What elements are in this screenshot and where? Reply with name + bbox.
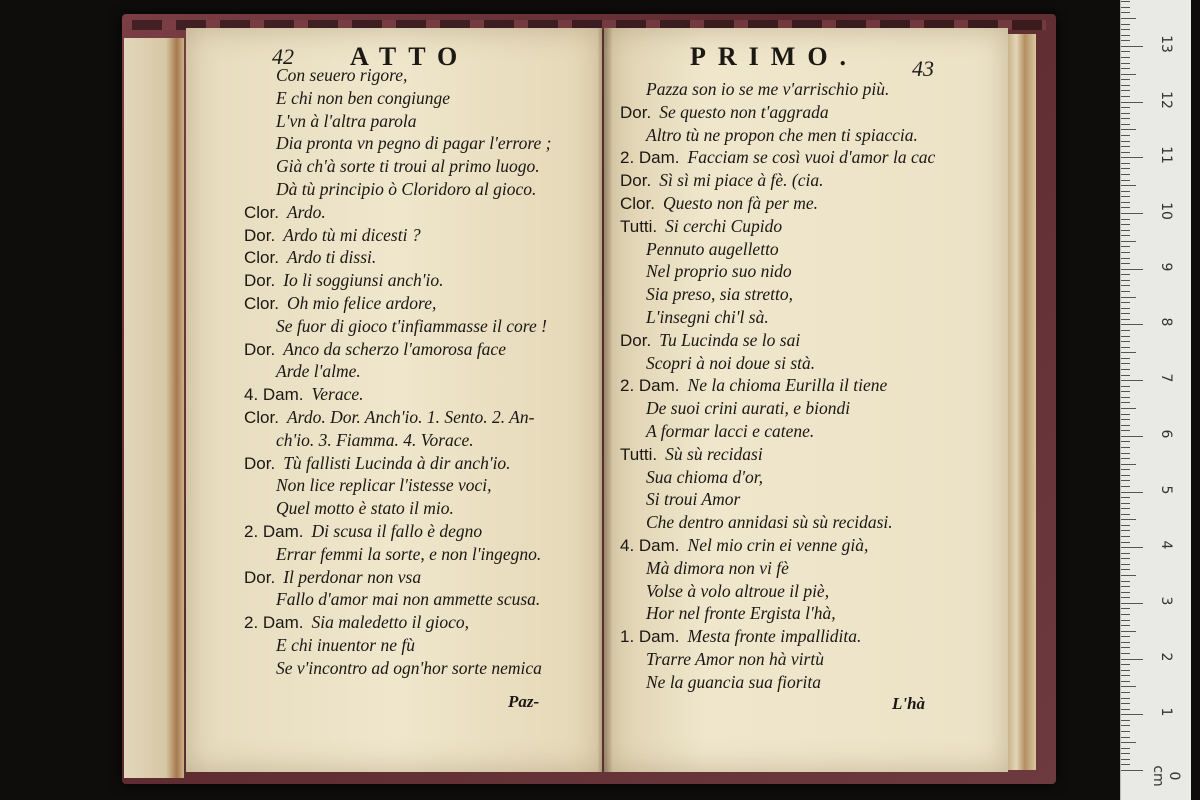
- verse-text: Sì sì mi piace à fè. (cia.: [659, 170, 824, 191]
- ruler-tick: [1121, 68, 1130, 69]
- ruler-tick: [1121, 625, 1130, 626]
- speaker-label: Clor.: [620, 194, 655, 213]
- ruler-tick: [1121, 453, 1130, 454]
- ruler-tick: [1121, 475, 1130, 476]
- text-line: [620, 374, 887, 397]
- ruler-tick: [1121, 135, 1130, 136]
- ruler-tick: [1121, 447, 1130, 448]
- verse-text: Nel mio crin ei venne già,: [687, 535, 869, 555]
- ruler-tick: [1121, 191, 1130, 192]
- ruler-tick: [1121, 235, 1130, 236]
- verse-text: Ardo.: [286, 201, 326, 222]
- ruler-tick: [1121, 642, 1130, 643]
- ruler-tick: [1121, 659, 1143, 660]
- right-page-number: 43: [912, 56, 934, 81]
- ruler-tick: [1121, 469, 1130, 470]
- ruler-tick: [1121, 219, 1130, 220]
- ruler-tick: [1121, 620, 1130, 621]
- text-line: [620, 192, 818, 215]
- verse-text: L'insegni chi'l sà.: [646, 307, 769, 327]
- speaker-label: Dor.: [620, 102, 652, 122]
- verse-text: Ardo tù mi dicesti ?: [283, 224, 421, 245]
- ruler-tick: [1121, 246, 1130, 247]
- ruler-tick: [1121, 497, 1130, 498]
- ruler-tick: [1121, 308, 1130, 309]
- verse-text: Nel proprio suo nido: [646, 261, 792, 282]
- ruler-tick: [1121, 569, 1130, 570]
- speaker-label: 2. Dam.: [620, 376, 680, 396]
- ruler-tick: [1121, 252, 1130, 253]
- ruler-tick: [1121, 102, 1143, 103]
- ruler-number: 9: [1158, 262, 1174, 272]
- text-line: [646, 466, 763, 488]
- ruler-tick: [1121, 592, 1130, 593]
- ruler-tick: [1121, 152, 1130, 153]
- text-line: [276, 429, 474, 451]
- ruler-tick: [1121, 675, 1130, 676]
- ruler-tick: [1121, 202, 1130, 203]
- verse-text: Sia preso, sia stretto,: [646, 284, 793, 305]
- text-line: [276, 315, 547, 337]
- text-line: [276, 588, 540, 610]
- text-line: [620, 625, 861, 648]
- ruler-tick: [1121, 575, 1136, 576]
- verse-text: ch'io. 3. Fiamma. 4. Vorace.: [276, 429, 474, 450]
- ruler-tick: [1121, 725, 1130, 726]
- text-line: [244, 566, 421, 589]
- ruler-tick: [1121, 514, 1130, 515]
- ruler-tick: [1121, 180, 1130, 181]
- verse-text: Ne la guancia sua fiorita: [646, 671, 821, 692]
- ruler-tick: [1121, 85, 1130, 86]
- verse-text: Ardo ti dissi.: [286, 247, 377, 268]
- ruler-tick: [1121, 369, 1130, 370]
- ruler-tick: [1121, 653, 1130, 654]
- ruler-tick: [1121, 525, 1130, 526]
- text-line: [244, 383, 364, 406]
- speaker-label: 2. Dam.: [244, 522, 304, 541]
- ruler-tick: [1121, 614, 1130, 615]
- text-line: [276, 87, 450, 109]
- ruler-tick: [1121, 586, 1130, 587]
- ruler-tick: [1121, 280, 1130, 281]
- text-line: [620, 215, 782, 238]
- verse-text: Dia pronta vn pegno di pagar l'errore ;: [276, 133, 552, 154]
- ruler-tick: [1121, 213, 1143, 214]
- verse-text: Dà tù principio ò Cloridoro al gioco.: [276, 179, 537, 199]
- ruler-tick: [1121, 18, 1136, 19]
- text-line: [276, 634, 415, 656]
- verse-text: Ne la chioma Eurilla il tiene: [687, 375, 888, 396]
- text-line: [276, 132, 551, 154]
- ruler-tick: [1121, 430, 1130, 431]
- left-page-number: 42: [272, 44, 294, 69]
- speaker-label: 4. Dam.: [620, 536, 680, 555]
- speaker-label: Dor.: [244, 453, 276, 473]
- verse-text: Di scusa il fallo è degno: [311, 521, 483, 541]
- verse-text: Hor nel fronte Ergista l'hà,: [646, 603, 836, 624]
- ruler-tick: [1121, 46, 1143, 47]
- verse-text: Tù fallisti Lucinda à dir anch'io.: [283, 452, 511, 473]
- verse-text: Errar femmi la sorte, e non l'ingegno.: [276, 543, 542, 564]
- ruler-tick: [1121, 714, 1143, 715]
- verse-text: Arde l'alme.: [276, 361, 361, 382]
- text-line: [276, 543, 541, 565]
- ruler-tick: [1121, 425, 1130, 426]
- speaker-label: 1. Dam.: [620, 627, 680, 647]
- right-page-edges: [1008, 34, 1036, 770]
- ruler-tick: [1121, 230, 1130, 231]
- speaker-label: Dor.: [244, 339, 276, 359]
- ruler-number: 2: [1158, 652, 1174, 662]
- ruler-tick: [1121, 414, 1130, 415]
- ruler-tick: [1121, 274, 1130, 275]
- ruler-tick: [1121, 737, 1130, 738]
- verse-text: Anco da scherzo l'amorosa face: [283, 338, 506, 359]
- ruler-tick: [1121, 341, 1130, 342]
- ruler-tick: [1121, 402, 1130, 403]
- verse-text: Già ch'à sorte ti troui al primo luogo.: [276, 156, 540, 177]
- text-line: [646, 420, 814, 442]
- ruler-tick: [1121, 347, 1130, 348]
- ruler-tick: [1121, 519, 1136, 520]
- text-line: [276, 155, 540, 177]
- ruler-tick: [1121, 285, 1130, 286]
- ruler-tick: [1121, 419, 1130, 420]
- speaker-label: Tutti.: [620, 444, 658, 464]
- verse-text: De suoi crini aurati, e biondi: [646, 398, 851, 419]
- ruler-tick: [1121, 263, 1130, 264]
- speaker-label: Dor.: [244, 225, 276, 245]
- text-line: [620, 534, 868, 557]
- ruler-tick: [1121, 764, 1130, 765]
- ruler-tick: [1121, 603, 1143, 604]
- speaker-label: Tutti.: [620, 216, 658, 236]
- text-line: [276, 110, 417, 132]
- ruler-tick: [1121, 408, 1136, 409]
- ruler-tick: [1121, 358, 1130, 359]
- speaker-label: Clor.: [244, 408, 279, 427]
- ruler-tick: [1121, 124, 1130, 125]
- ruler-tick: [1121, 464, 1136, 465]
- ruler-tick: [1121, 391, 1130, 392]
- text-line: [244, 224, 421, 247]
- text-line: [244, 406, 534, 429]
- verse-text: Fallo d'amor mai non ammette scusa.: [276, 589, 541, 610]
- ruler-tick: [1121, 96, 1130, 97]
- ruler-tick: [1121, 631, 1136, 632]
- ruler-tick: [1121, 185, 1136, 186]
- ruler-tick: [1121, 542, 1130, 543]
- verse-text: Sua chioma d'or,: [646, 466, 764, 487]
- text-line: [646, 580, 829, 602]
- text-line: [276, 497, 454, 519]
- speaker-label: Dor.: [244, 567, 276, 587]
- ruler-tick: [1121, 168, 1130, 169]
- verse-text: Sia maledetto il gioco,: [311, 612, 470, 633]
- ruler-tick: [1121, 90, 1130, 91]
- text-line: [244, 452, 511, 475]
- ruler-tick: [1121, 397, 1130, 398]
- verse-text: Se v'incontro ad ogn'hor sorte nemica: [276, 657, 542, 678]
- ruler-tick: [1121, 536, 1130, 537]
- text-line: [244, 611, 469, 634]
- ruler-tick: [1121, 224, 1130, 225]
- speaker-label: Dor.: [620, 171, 652, 191]
- verse-text: Io li soggiunsi anch'io.: [283, 270, 444, 291]
- text-line: [276, 474, 491, 496]
- ruler-tick: [1121, 503, 1130, 504]
- verse-text: Non lice replicar l'istesse voci,: [276, 475, 492, 496]
- ruler-number: 8: [1158, 317, 1174, 327]
- ruler-tick: [1121, 40, 1130, 41]
- ruler-tick: [1121, 386, 1130, 387]
- ruler-tick: [1121, 492, 1143, 493]
- ruler-tick: [1121, 480, 1130, 481]
- verse-text: L'vn à l'altra parola: [276, 110, 417, 131]
- ruler-tick: [1121, 681, 1130, 682]
- ruler-number: 11: [1158, 146, 1174, 165]
- verse-text: Il perdonar non vsa: [283, 566, 422, 587]
- ruler-tick: [1121, 380, 1143, 381]
- ruler-tick: [1121, 29, 1130, 30]
- text-line: [244, 338, 506, 361]
- ruler-tick: [1121, 319, 1130, 320]
- verse-text: Pazza son io se me v'arrischio più.: [646, 79, 890, 99]
- text-line: [244, 292, 436, 315]
- ruler-tick: [1121, 269, 1143, 270]
- ruler-tick: [1121, 258, 1130, 259]
- ruler-number: 1: [1158, 707, 1174, 717]
- verse-text: Pennuto augelletto: [646, 238, 779, 259]
- ruler-tick: [1121, 692, 1130, 693]
- ruler-tick: [1121, 107, 1130, 108]
- ruler-tick: [1121, 458, 1130, 459]
- ruler-tick: [1121, 141, 1130, 142]
- text-line: [646, 78, 889, 100]
- verse-text: Con seuero rigore,: [276, 65, 408, 85]
- ruler-tick: [1121, 196, 1130, 197]
- ruler-tick: [1121, 720, 1130, 721]
- left-page-edges: [124, 38, 184, 778]
- ruler-tick: [1121, 436, 1143, 437]
- text-line: [244, 201, 326, 224]
- verse-text: Mà dimora non vi fè: [646, 557, 789, 578]
- verse-text: Si troui Amor: [646, 489, 741, 510]
- ruler-number: 7: [1158, 373, 1174, 383]
- verse-text: E chi inuentor ne fù: [276, 635, 416, 655]
- ruler-tick: [1121, 157, 1143, 158]
- ruler-number: 6: [1158, 429, 1174, 439]
- ruler-number: 13: [1158, 34, 1174, 53]
- text-line: [244, 520, 482, 543]
- text-line: [646, 283, 793, 305]
- text-line: [646, 648, 824, 670]
- verse-text: Se fuor di gioco t'infiammasse il core !: [276, 315, 547, 336]
- ruler-tick: [1121, 564, 1130, 565]
- ruler-tick: [1121, 313, 1130, 314]
- ruler-tick: [1121, 146, 1130, 147]
- text-line: [646, 397, 850, 419]
- speaker-label: Clor.: [244, 294, 279, 313]
- right-running-head: PRIMO.: [690, 42, 859, 71]
- ruler-tick: [1121, 670, 1130, 671]
- measurement-ruler: [1120, 0, 1191, 800]
- ruler-tick: [1121, 581, 1130, 582]
- ruler-tick: [1121, 7, 1130, 8]
- ruler-tick: [1121, 129, 1136, 130]
- ruler-tick: [1121, 74, 1136, 75]
- verse-text: Ardo. Dor. Anch'io. 1. Sento. 2. An-: [286, 407, 535, 427]
- text-line: [646, 306, 769, 328]
- ruler-tick: [1121, 12, 1130, 13]
- ruler-tick: [1121, 553, 1130, 554]
- verse-text: Quel motto è stato il mio.: [276, 498, 454, 519]
- text-line: [276, 360, 361, 382]
- ruler-number: 5: [1158, 485, 1174, 494]
- ruler-tick: [1121, 297, 1136, 298]
- verse-text: Trarre Amor non hà virtù: [646, 649, 824, 669]
- text-line: [646, 671, 821, 693]
- ruler-tick: [1121, 731, 1130, 732]
- verse-text: Mesta fronte impallidita.: [687, 626, 862, 647]
- ruler-tick: [1121, 163, 1130, 164]
- text-line: [244, 269, 443, 292]
- verse-text: Tu Lucinda se lo sai: [659, 329, 801, 350]
- ruler-tick: [1121, 547, 1143, 548]
- ruler-number: 0 cm: [1150, 765, 1182, 787]
- ruler-tick: [1121, 330, 1130, 331]
- ruler-tick: [1121, 302, 1130, 303]
- speaker-label: 4. Dam.: [244, 385, 304, 405]
- ruler-tick: [1121, 664, 1130, 665]
- verse-text: E chi non ben congiunge: [276, 87, 450, 108]
- ruler-tick: [1121, 709, 1130, 710]
- text-line: [646, 352, 815, 374]
- ruler-tick: [1121, 558, 1130, 559]
- ruler-tick: [1121, 703, 1130, 704]
- verse-text: A formar lacci e catene.: [646, 421, 815, 441]
- ruler-tick: [1121, 118, 1130, 119]
- verse-text: Questo non fà per me.: [662, 193, 819, 213]
- text-line: [276, 64, 407, 86]
- ruler-tick: [1121, 759, 1130, 760]
- text-line: [646, 511, 893, 533]
- ruler-tick: [1121, 363, 1130, 364]
- ruler-number: 4: [1158, 540, 1174, 550]
- text-line: [620, 146, 935, 169]
- text-line: [646, 238, 779, 260]
- verse-text: Facciam se così vuoi d'amor la cac: [687, 147, 936, 168]
- ruler-tick: [1121, 24, 1130, 25]
- ruler-tick: [1121, 241, 1136, 242]
- text-line: [620, 329, 800, 352]
- ruler-tick: [1121, 51, 1130, 52]
- ruler-tick: [1121, 530, 1130, 531]
- speaker-label: Clor.: [244, 202, 279, 222]
- ruler-tick: [1121, 1, 1130, 2]
- ruler-number: 12: [1158, 90, 1174, 109]
- ruler-tick: [1121, 647, 1130, 648]
- text-line: [620, 101, 829, 124]
- book-gutter: [598, 28, 612, 772]
- ruler-tick: [1121, 291, 1130, 292]
- text-line: [646, 488, 740, 510]
- ruler-tick: [1121, 486, 1130, 487]
- ruler-tick: [1121, 79, 1130, 80]
- right-catchword: L'hà: [892, 694, 926, 713]
- ruler-tick: [1121, 113, 1130, 114]
- ruler-tick: [1121, 508, 1130, 509]
- ruler-tick: [1121, 748, 1130, 749]
- text-line: [646, 557, 789, 579]
- verse-text: Volse à volo altroue il piè,: [646, 580, 830, 601]
- ruler-tick: [1121, 608, 1130, 609]
- ruler-number: 3: [1158, 596, 1174, 606]
- ruler-number: [1158, 0, 1174, 3]
- ruler-tick: [1121, 324, 1143, 325]
- ruler-tick: [1121, 375, 1130, 376]
- ruler-tick: [1121, 207, 1130, 208]
- ruler-tick: [1121, 742, 1136, 743]
- text-line: [276, 657, 542, 679]
- verse-text: Si cerchi Cupido: [665, 215, 783, 236]
- text-line: [646, 260, 792, 282]
- speaker-label: 2. Dam.: [620, 148, 680, 168]
- speaker-label: 2. Dam.: [244, 613, 304, 633]
- ruler-tick: [1121, 753, 1130, 754]
- verse-text: Verace.: [311, 384, 364, 405]
- speaker-label: Dor.: [244, 271, 276, 291]
- verse-text: Scopri à noi doue si stà.: [646, 352, 816, 373]
- ruler-tick: [1121, 770, 1143, 771]
- ruler-tick: [1121, 352, 1136, 353]
- verse-text: Sù sù recidasi: [665, 443, 763, 464]
- ruler-number: 10: [1158, 202, 1174, 220]
- ruler-tick: [1121, 698, 1130, 699]
- verse-text: Se questo non t'aggrada: [659, 101, 829, 122]
- text-line: [646, 602, 836, 624]
- left-catchword: Paz-: [508, 692, 540, 711]
- ruler-tick: [1121, 636, 1130, 637]
- text-line: [620, 443, 763, 466]
- text-line: [620, 169, 823, 192]
- left-running-head: ATTO: [350, 42, 470, 71]
- ruler-tick: [1121, 441, 1130, 442]
- speaker-label: Clor.: [244, 248, 279, 268]
- verse-text: Altro tù ne propon che men ti spiaccia.: [646, 124, 918, 145]
- ruler-tick: [1121, 686, 1136, 687]
- ruler-tick: [1121, 174, 1130, 175]
- ruler-tick: [1121, 597, 1130, 598]
- text-line: [244, 246, 376, 269]
- ruler-tick: [1121, 35, 1130, 36]
- verse-text: Che dentro annidasi sù sù recidasi.: [646, 512, 893, 533]
- verse-text: Oh mio felice ardore,: [286, 293, 437, 313]
- ruler-tick: [1121, 57, 1130, 58]
- speaker-label: Dor.: [620, 330, 652, 350]
- text-line: [646, 124, 918, 146]
- text-line: [276, 178, 536, 200]
- ruler-tick: [1121, 336, 1130, 337]
- ruler-tick: [1121, 63, 1130, 64]
